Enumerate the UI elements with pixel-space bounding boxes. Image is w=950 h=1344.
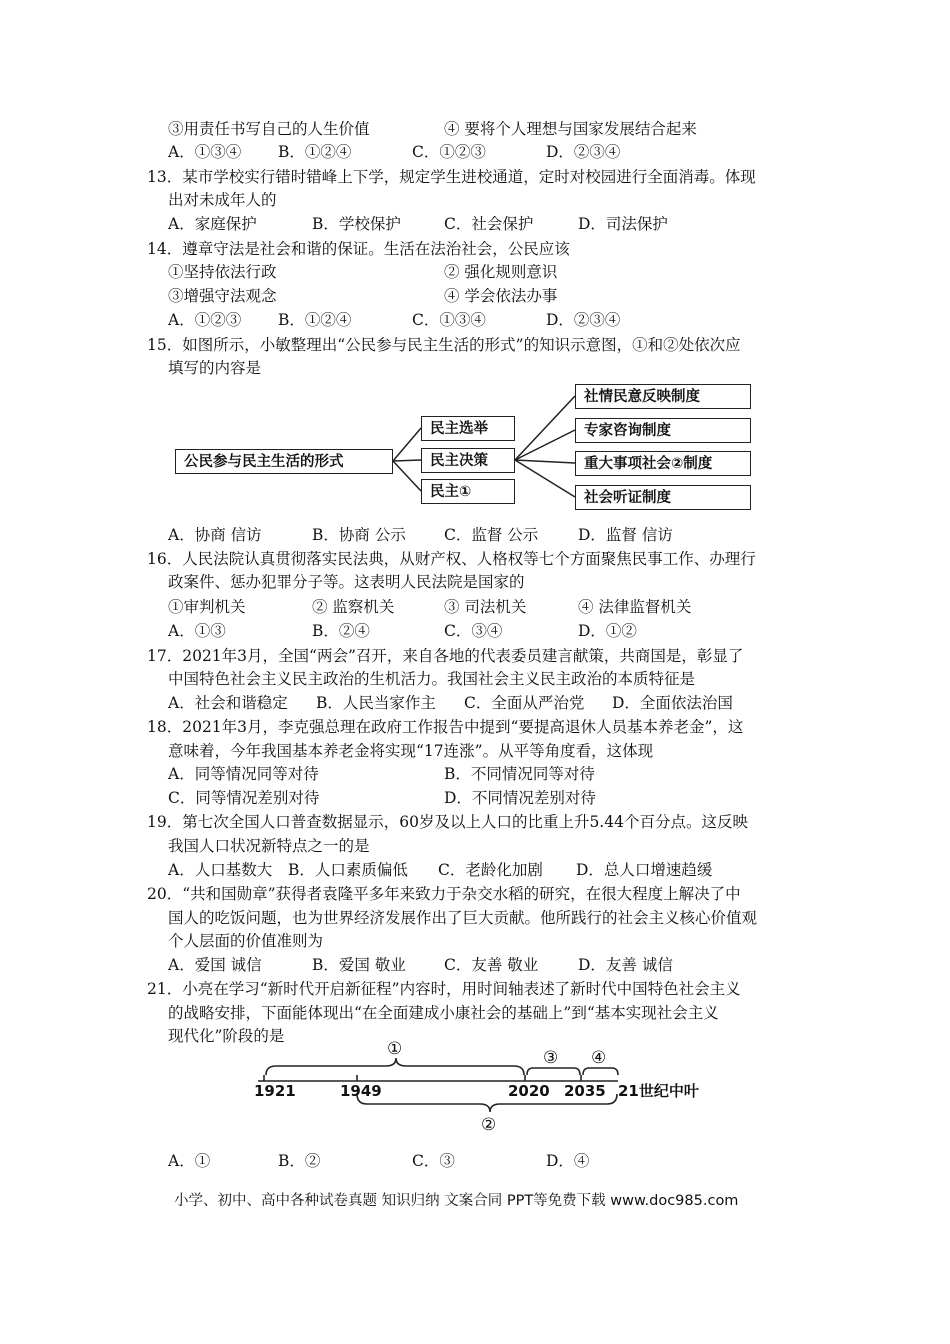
- q13-stem-line1: 13．某市学校实行错时错峰上下学，规定学生进校通道，定时对校园进行全面消毒。体现: [147, 168, 756, 186]
- q16-stem-line1: 16．人民法院认真贯彻落实民法典，从财产权、人格权等七个方面聚焦民事工作、办理行: [147, 550, 756, 568]
- answer-b: B．学校保护: [312, 215, 401, 233]
- answer-c: C．全面从严治党: [464, 694, 585, 712]
- answer-a: A．人口基数大: [168, 861, 273, 879]
- mark-3: ③: [543, 1048, 559, 1068]
- answer-a: A．①②③: [168, 311, 242, 329]
- answer-a: A．协商 信访: [168, 526, 262, 544]
- answer-b: B．②: [278, 1152, 321, 1170]
- q20-stem-line2: 国人的吃饭问题，也为世界经济发展作出了巨大贡献。他所践行的社会主义核心价值观: [168, 909, 758, 927]
- q19-stem-line2: 我国人口状况新特点之一的是: [168, 837, 370, 855]
- q16-option-3: ③ 司法机关: [444, 598, 527, 616]
- q21-stem-line3: 现代化”阶段的是: [168, 1027, 285, 1045]
- brace-1: [266, 1058, 524, 1075]
- q14-option-2: ② 强化规则意识: [444, 263, 558, 281]
- answer-a: A．家庭保护: [168, 215, 257, 233]
- q14-stem-line1: 14．遵章守法是社会和谐的保证。生活在法治社会，公民应该: [147, 240, 570, 258]
- answer-d: D．总人口增速趋缓: [576, 861, 713, 879]
- diagram-opinion-box: 社情民意反映制度: [575, 384, 751, 409]
- answer-d: D．②③④: [546, 311, 621, 329]
- q17-stem-line1: 17．2021年3月，全国“两会”召开，来自各地的代表委员建言献策，共商国是，彰显了: [147, 647, 744, 665]
- q14-option-3: ③增强守法观念: [168, 287, 277, 305]
- answer-b: B．不同情况同等对待: [444, 765, 595, 783]
- q18-stem-line1: 18．2021年3月，李克强总理在政府工作报告中提到“要提高退休人员基本养老金”，这: [147, 718, 744, 736]
- q19-stem-line1: 19．第七次全国人口普查数据显示，60岁及以上人口的比重上升5.44个百分点。这反映: [147, 813, 748, 831]
- answer-c: C．监督 公示: [444, 526, 539, 544]
- answer-a: A．同等情况同等对待: [168, 765, 319, 783]
- q20-stem-line3: 个人层面的价值准则为: [168, 932, 324, 950]
- brace-2: [357, 1094, 617, 1112]
- brace-3: [527, 1068, 580, 1075]
- answer-d: D．监督 信访: [578, 526, 673, 544]
- q15-stem-line1: 15．如图所示，小敏整理出“公民参与民主生活的形式”的知识示意图，①和②处依次应: [147, 336, 741, 354]
- diagram-decision-box: 民主决策: [421, 448, 515, 473]
- q15-stem-line2: 填写的内容是: [168, 359, 262, 377]
- q13-stem-line2: 出对未成年人的: [168, 191, 277, 209]
- connector-root-to-election: [393, 428, 421, 461]
- answer-c: C．老龄化加剧: [438, 861, 543, 879]
- year-1921: 1921: [254, 1082, 296, 1100]
- q16-stem-line2: 政案件、惩办犯罪分子等。这表明人民法院是国家的: [168, 573, 525, 591]
- answer-a: A．①③④: [168, 143, 242, 161]
- answer-b: B．①②④: [278, 143, 352, 161]
- answer-a: A．①: [168, 1152, 211, 1170]
- brace-4: [583, 1068, 618, 1075]
- diagram-election-box: 民主选举: [421, 416, 515, 441]
- q16-option-2: ② 监察机关: [312, 598, 395, 616]
- answer-a: A．爱国 诚信: [168, 956, 262, 974]
- q16-option-4: ④ 法律监督机关: [578, 598, 692, 616]
- year-2035: 2035: [564, 1082, 606, 1100]
- answer-b: B．爱国 敬业: [312, 956, 406, 974]
- answer-d: D．②③④: [546, 143, 621, 161]
- answer-d: D．①②: [578, 622, 637, 640]
- q12-option-4: ④ 要将个人理想与国家发展结合起来: [444, 120, 697, 138]
- q16-option-1: ①审判机关: [168, 598, 246, 616]
- q12-option-3: ③用责任书写自己的人生价值: [168, 120, 370, 138]
- page-footer: 小学、初中、高中各种试卷真题 知识归纳 文案合同 PPT等免费下载 www.doc985.com: [174, 1193, 739, 1209]
- answer-c: C．①③④: [412, 311, 486, 329]
- mark-2: ②: [481, 1115, 497, 1135]
- answer-c: C．社会保护: [444, 215, 534, 233]
- answer-d: D．友善 诚信: [578, 956, 673, 974]
- mark-4: ④: [591, 1048, 607, 1068]
- diagram-expert-box: 专家咨询制度: [575, 418, 751, 443]
- q15-diagram-connectors: [0, 0, 950, 520]
- answer-b: B．①②④: [278, 311, 352, 329]
- connector-decision-to-hearing: [515, 460, 575, 497]
- answer-c: C．③④: [444, 622, 503, 640]
- answer-b: B．人民当家作主: [316, 694, 436, 712]
- answer-d: D．司法保护: [578, 215, 668, 233]
- answer-c: C．③: [412, 1152, 455, 1170]
- answer-c: C．①②③: [412, 143, 486, 161]
- connector-decision-to-public: [515, 460, 575, 463]
- diagram-root-box: 公民参与民主生活的形式: [175, 449, 393, 474]
- answer-a: A．社会和谐稳定: [168, 694, 288, 712]
- q21-stem-line2: 的战略安排，下面能体现出“在全面建成小康社会的基础上”到“基本实现社会主义: [168, 1004, 719, 1022]
- diagram-public-box: 重大事项社会②制度: [575, 451, 751, 476]
- answer-d: D．全面依法治国: [612, 694, 733, 712]
- answer-b: B．人口素质偏低: [288, 861, 408, 879]
- year-2020: 2020: [508, 1082, 550, 1100]
- q18-stem-line2: 意味着，今年我国基本养老金将实现“17连涨”。从平等角度看，这体现: [168, 742, 654, 760]
- answer-c: C．同等情况差别对待: [168, 789, 320, 807]
- diagram-supervision-box: 民主①: [421, 479, 515, 504]
- connector-decision-to-opinion: [515, 396, 575, 460]
- q20-stem-line1: 20．“共和国勋章”获得者袁隆平多年来致力于杂交水稻的研究，在很大程度上解决了中: [147, 885, 741, 903]
- year-1949: 1949: [340, 1082, 382, 1100]
- answer-d: D．不同情况差别对待: [444, 789, 596, 807]
- answer-b: B．协商 公示: [312, 526, 406, 544]
- answer-d: D．④: [546, 1152, 590, 1170]
- q17-stem-line2: 中国特色社会主义民主政治的生机活力。我国社会主义民主政治的本质特征是: [168, 670, 696, 688]
- q14-option-1: ①坚持依法行政: [168, 263, 277, 281]
- answer-b: B．②④: [312, 622, 370, 640]
- q21-stem-line1: 21．小亮在学习“新时代开启新征程”内容时，用时间轴表述了新时代中国特色社会主义: [147, 980, 741, 998]
- mark-1: ①: [387, 1039, 403, 1059]
- answer-a: A．①③: [168, 622, 226, 640]
- connector-root-to-supervision: [393, 461, 421, 491]
- q14-option-4: ④ 学会依法办事: [444, 287, 558, 305]
- end-label: 21世纪中叶: [618, 1082, 699, 1100]
- answer-c: C．友善 敬业: [444, 956, 539, 974]
- connector-decision-to-expert: [515, 430, 575, 460]
- connector-root-to-decision: [393, 460, 421, 461]
- diagram-hearing-box: 社会听证制度: [575, 485, 751, 510]
